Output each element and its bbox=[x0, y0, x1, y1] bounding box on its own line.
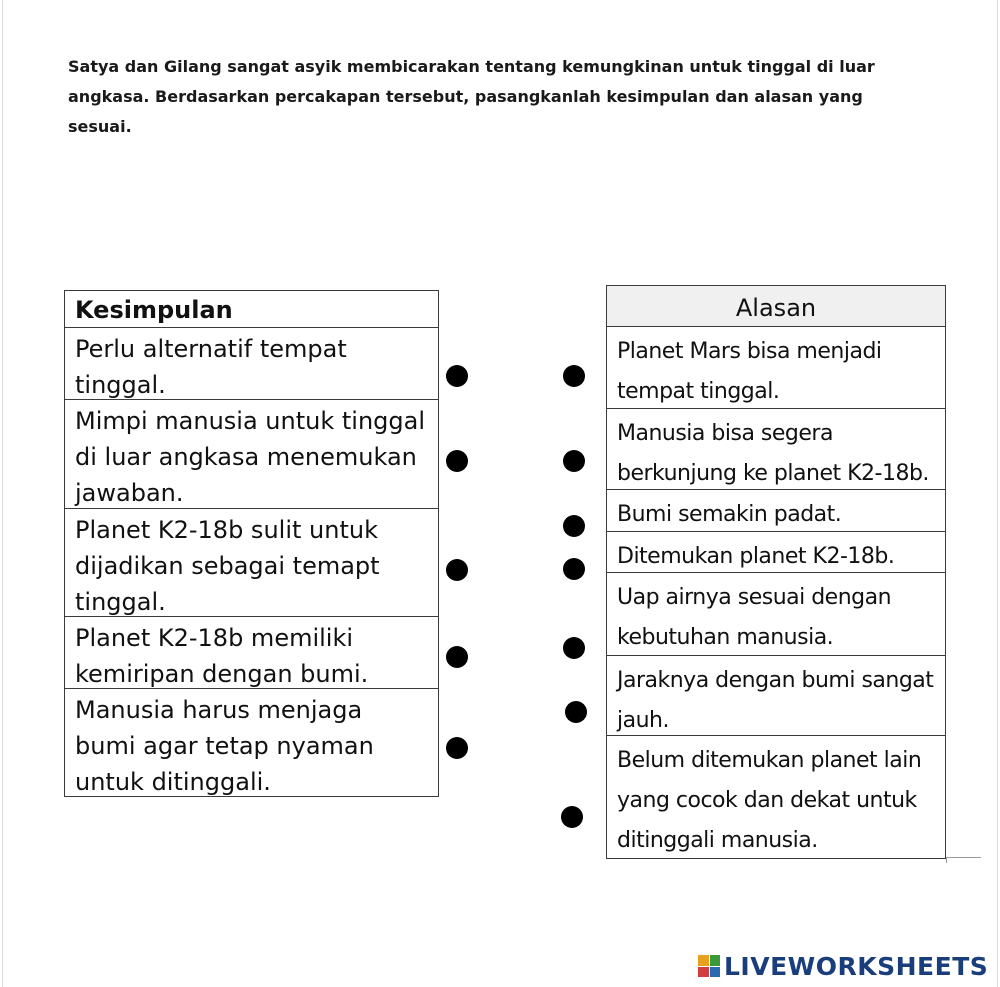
alasan-row: Manusia bisa segera berkunjung ke planet K2-18b. bbox=[607, 409, 945, 490]
alasan-table bbox=[606, 285, 946, 859]
alasan-row: Bumi semakin padat. bbox=[607, 490, 945, 532]
alasan-dot-2[interactable] bbox=[563, 450, 585, 472]
table-corner-mark bbox=[946, 857, 981, 863]
liveworksheets-brand bbox=[698, 951, 988, 981]
kesimpulan-dot-5[interactable] bbox=[446, 737, 468, 759]
alasan-row: Jaraknya dengan bumi sangat jauh. bbox=[607, 656, 945, 736]
alasan-row: Planet Mars bisa menjadi tempat tinggal. bbox=[607, 327, 945, 409]
kesimpulan-dot-2[interactable] bbox=[446, 450, 468, 472]
alasan-row: Uap airnya sesuai dengan kebutuhan manusia. bbox=[607, 573, 945, 656]
alasan-dot-6[interactable] bbox=[565, 701, 587, 723]
page-left-edge bbox=[2, 0, 3, 987]
kesimpulan-header: Kesimpulan bbox=[65, 291, 438, 328]
logo-cell bbox=[710, 955, 721, 966]
kesimpulan-row: Perlu alternatif tempat tinggal. bbox=[65, 328, 438, 400]
alasan-header: Alasan bbox=[607, 286, 945, 327]
instructions-text: Satya dan Gilang sangat asyik membicarakan tentang kemungkinan untuk tinggal di luar angkasa. Berdasarkan percakapan tersebut, pasangkanlah kesimpulan dan alasan yang sesuai. bbox=[68, 57, 875, 136]
kesimpulan-row: Planet K2-18b sulit untuk dijadikan sebagai temapt tinggal. bbox=[65, 509, 438, 617]
kesimpulan-dot-1[interactable] bbox=[446, 365, 468, 387]
logo-cell bbox=[698, 955, 709, 966]
alasan-row: Ditemukan planet K2-18b. bbox=[607, 532, 945, 573]
brand-name: LIVEWORKSHEETS bbox=[724, 951, 989, 981]
page-right-edge bbox=[997, 0, 998, 987]
kesimpulan-row: Mimpi manusia untuk tinggal di luar angkasa menemukan jawaban. bbox=[65, 400, 438, 509]
kesimpulan-dot-3[interactable] bbox=[446, 559, 468, 581]
alasan-dot-7[interactable] bbox=[561, 806, 583, 828]
kesimpulan-table bbox=[64, 290, 439, 797]
kesimpulan-row: Planet K2-18b memiliki kemiripan dengan bumi. bbox=[65, 617, 438, 689]
alasan-dot-3[interactable] bbox=[563, 515, 585, 537]
alasan-row: Belum ditemukan planet lain yang cocok dan dekat untuk ditinggali manusia. bbox=[617, 748, 922, 853]
alasan-dot-1[interactable] bbox=[563, 365, 585, 387]
alasan-dot-4[interactable] bbox=[563, 558, 585, 580]
kesimpulan-row: Manusia harus menjaga bumi agar tetap nyaman untuk ditinggali. bbox=[75, 696, 374, 796]
logo-cell bbox=[710, 967, 721, 978]
logo-cell bbox=[698, 967, 709, 978]
liveworksheets-logo-icon bbox=[698, 955, 720, 977]
alasan-dot-5[interactable] bbox=[563, 637, 585, 659]
kesimpulan-dot-4[interactable] bbox=[446, 646, 468, 668]
